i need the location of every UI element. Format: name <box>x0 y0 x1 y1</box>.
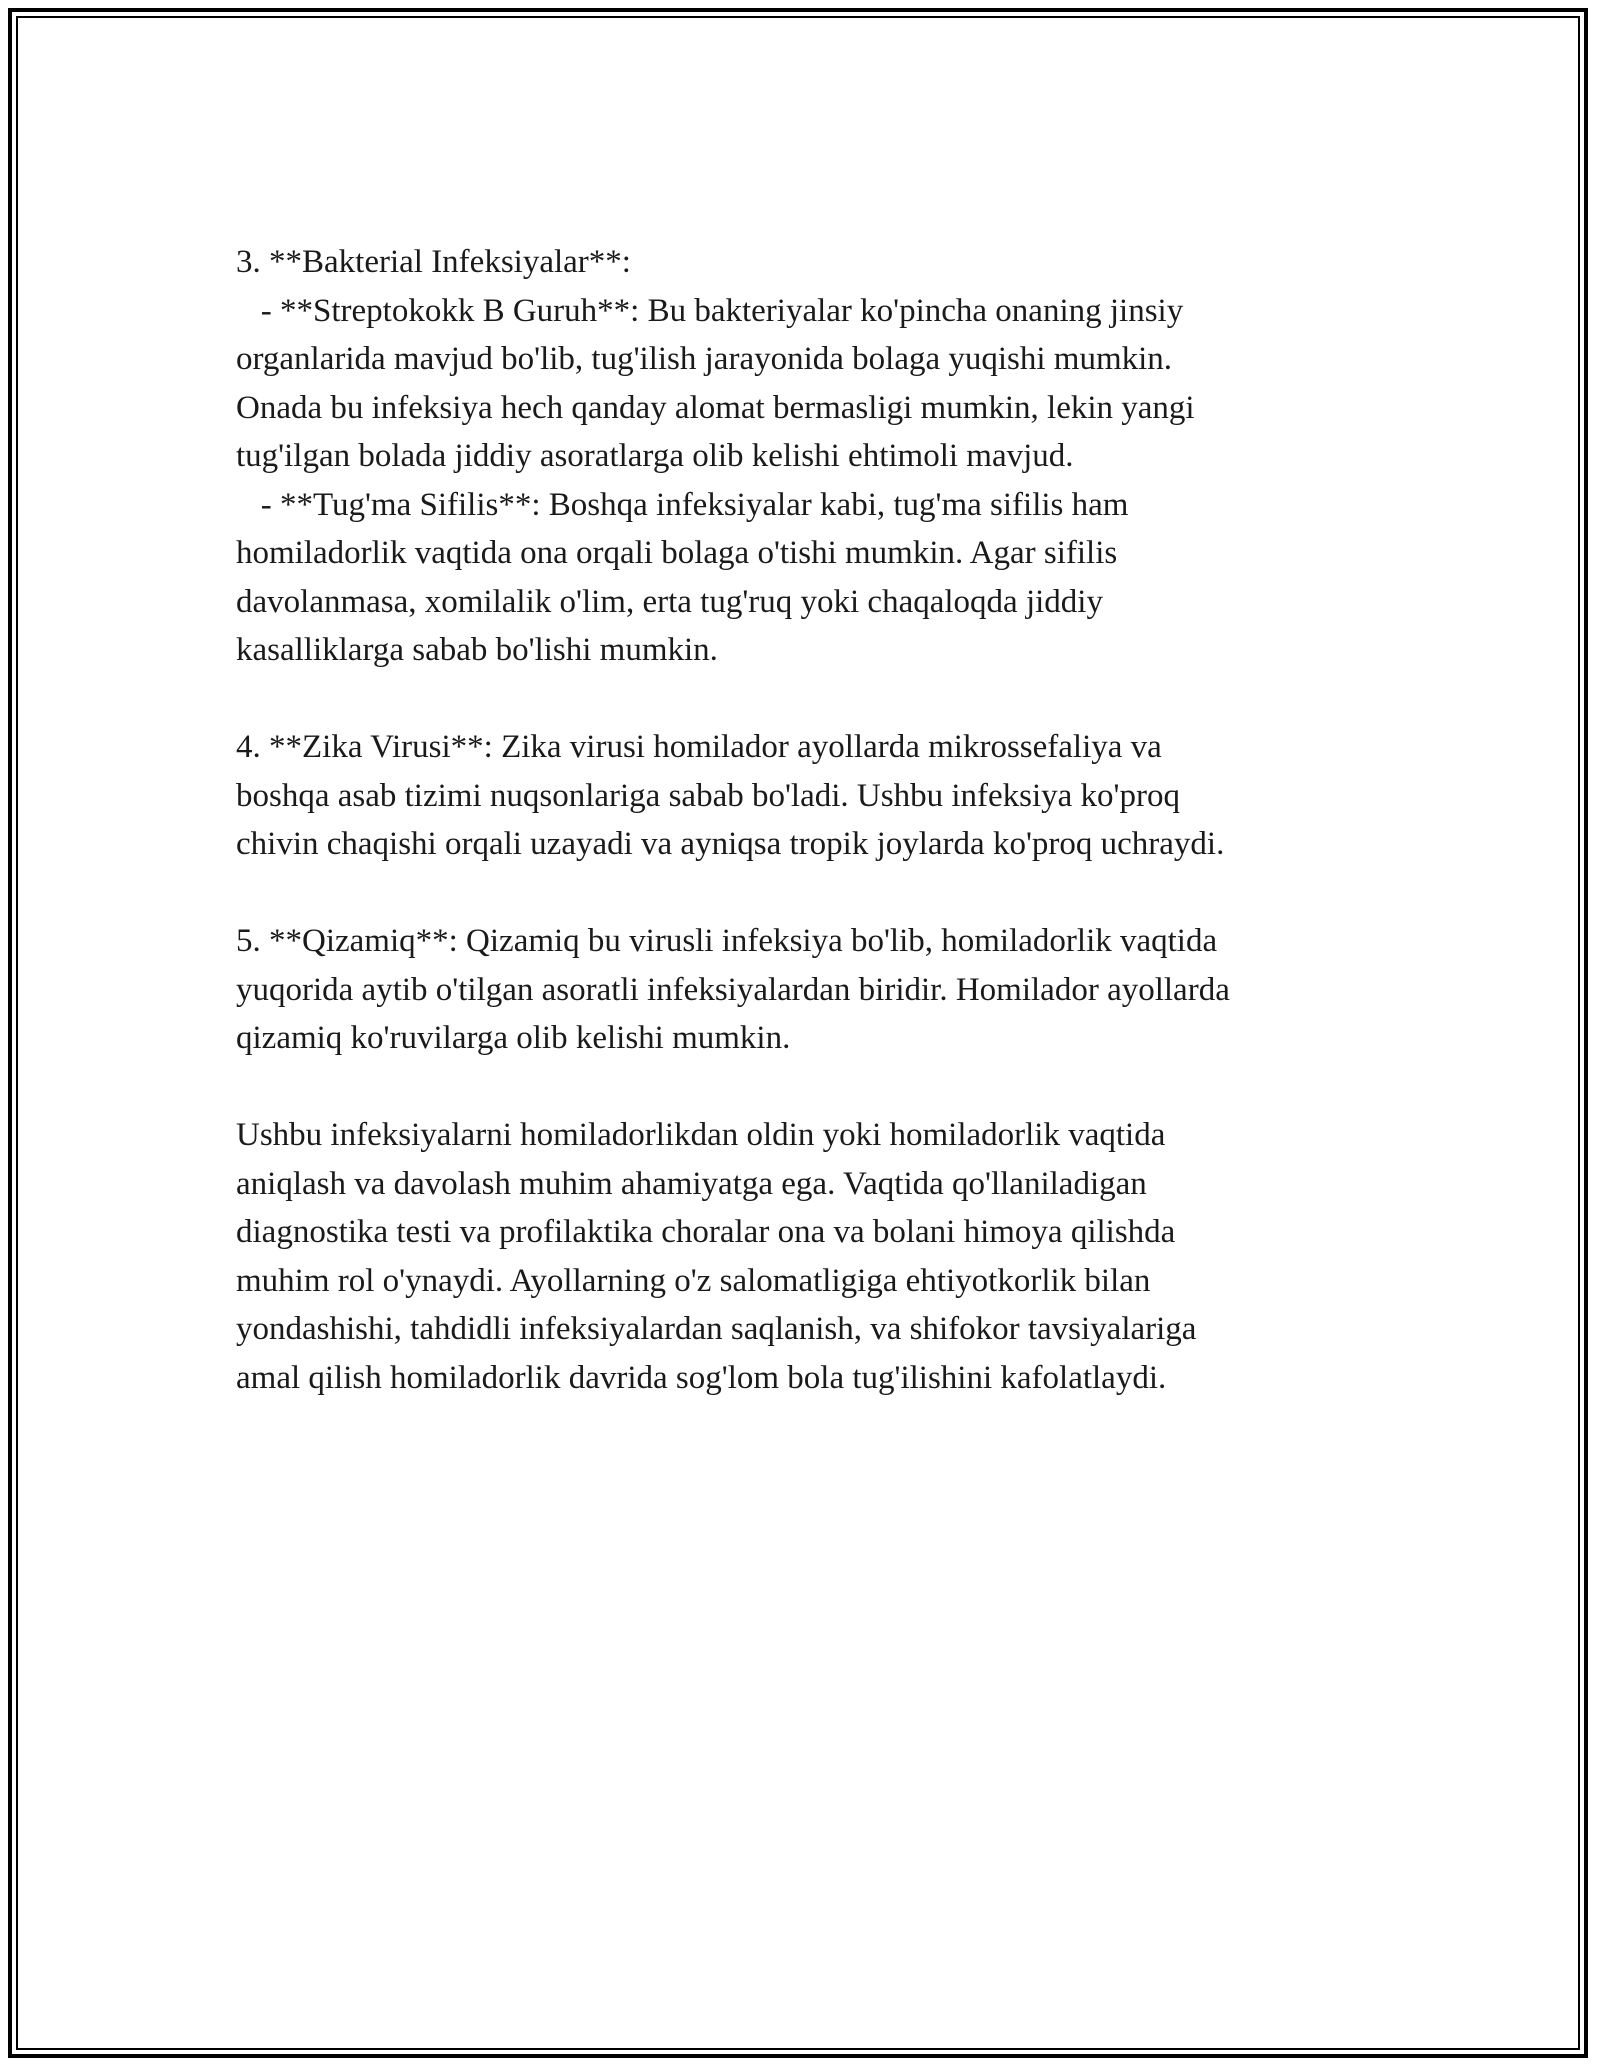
paragraph-line: amal qilish homiladorlik davrida sog'lom bola tug'ilishini kafolatlaydi. <box>236 1359 1167 1396</box>
paragraph-line: Ushbu infeksiyalarni homiladorlikdan oldin yoki homiladorlik vaqtida <box>236 1117 1166 1153</box>
paragraph-spacer <box>236 1063 1376 1112</box>
paragraph-line: yuqorida aytib o'tilgan asoratli infeksiyalardan biridir. Homilador ayollarda <box>236 971 1230 1008</box>
paragraph-line: - **Streptokokk B Guruh**: Bu bakteriyalar ko'pincha onaning jinsiy <box>236 292 1184 329</box>
document-body <box>236 238 1376 1402</box>
paragraph-line: yondashishi, tahdidli infeksiyalardan saqlanish, va shifokor tavsiyalariga <box>236 1311 1197 1347</box>
paragraph-line: davolanmasa, xomilalik o'lim, erta tug'ruq yoki chaqaloqda jiddiy <box>236 583 1103 620</box>
paragraph-line: kasalliklarga sabab bo'lishi mumkin. <box>236 632 718 668</box>
paragraph-line: homiladorlik vaqtida ona orqali bolaga o'tishi mumkin. Agar sifilis <box>236 535 1118 571</box>
section-zika-virus <box>236 723 1376 869</box>
paragraph-line: diagnostika testi va profilaktika choralar ona va bolani himoya qilishda <box>236 1214 1176 1250</box>
paragraph-line: organlarida mavjud bo'lib, tug'ilish jarayonida bolaga yuqishi mumkin. <box>236 341 1173 377</box>
paragraph-spacer <box>236 869 1376 918</box>
paragraph-line: boshqa asab tizimi nuqsonlariga sabab bo'ladi. Ushbu infeksiya ko'proq <box>236 777 1180 814</box>
paragraph-line: qizamiq ko'ruvilarga olib kelishi mumkin. <box>236 1020 791 1056</box>
paragraph-line: Onada bu infeksiya hech qanday alomat bermasligi mumkin, lekin yangi <box>236 389 1195 426</box>
paragraph-line: chivin chaqishi orqali uzayadi va ayniqsa tropik joylarda ko'proq uchraydi. <box>236 826 1225 862</box>
paragraph-line: - **Tug'ma Sifilis**: Boshqa infeksiyalar kabi, tug'ma sifilis ham <box>236 486 1129 523</box>
section-bacterial-infections <box>236 238 1376 675</box>
section-measles <box>236 917 1376 1063</box>
section-conclusion <box>236 1111 1376 1402</box>
paragraph-line: tug'ilgan bolada jiddiy asoratlarga olib kelishi ehtimoli mavjud. <box>236 438 1074 474</box>
paragraph-line: aniqlash va davolash muhim ahamiyatga ega. Vaqtida qo'llaniladigan <box>236 1165 1147 1202</box>
paragraph-line: muhim rol o'ynaydi. Ayollarning o'z salomatligiga ehtiyotkorlik bilan <box>236 1262 1151 1299</box>
section-heading: 3. **Bakterial Infeksiyalar**: <box>236 244 631 280</box>
paragraph-spacer <box>236 675 1376 724</box>
paragraph-line: 5. **Qizamiq**: Qizamiq bu virusli infeksiya bo'lib, homiladorlik vaqtida <box>236 923 1218 959</box>
paragraph-line: 4. **Zika Virusi**: Zika virusi homilador ayollarda mikrossefaliya va <box>236 729 1162 765</box>
